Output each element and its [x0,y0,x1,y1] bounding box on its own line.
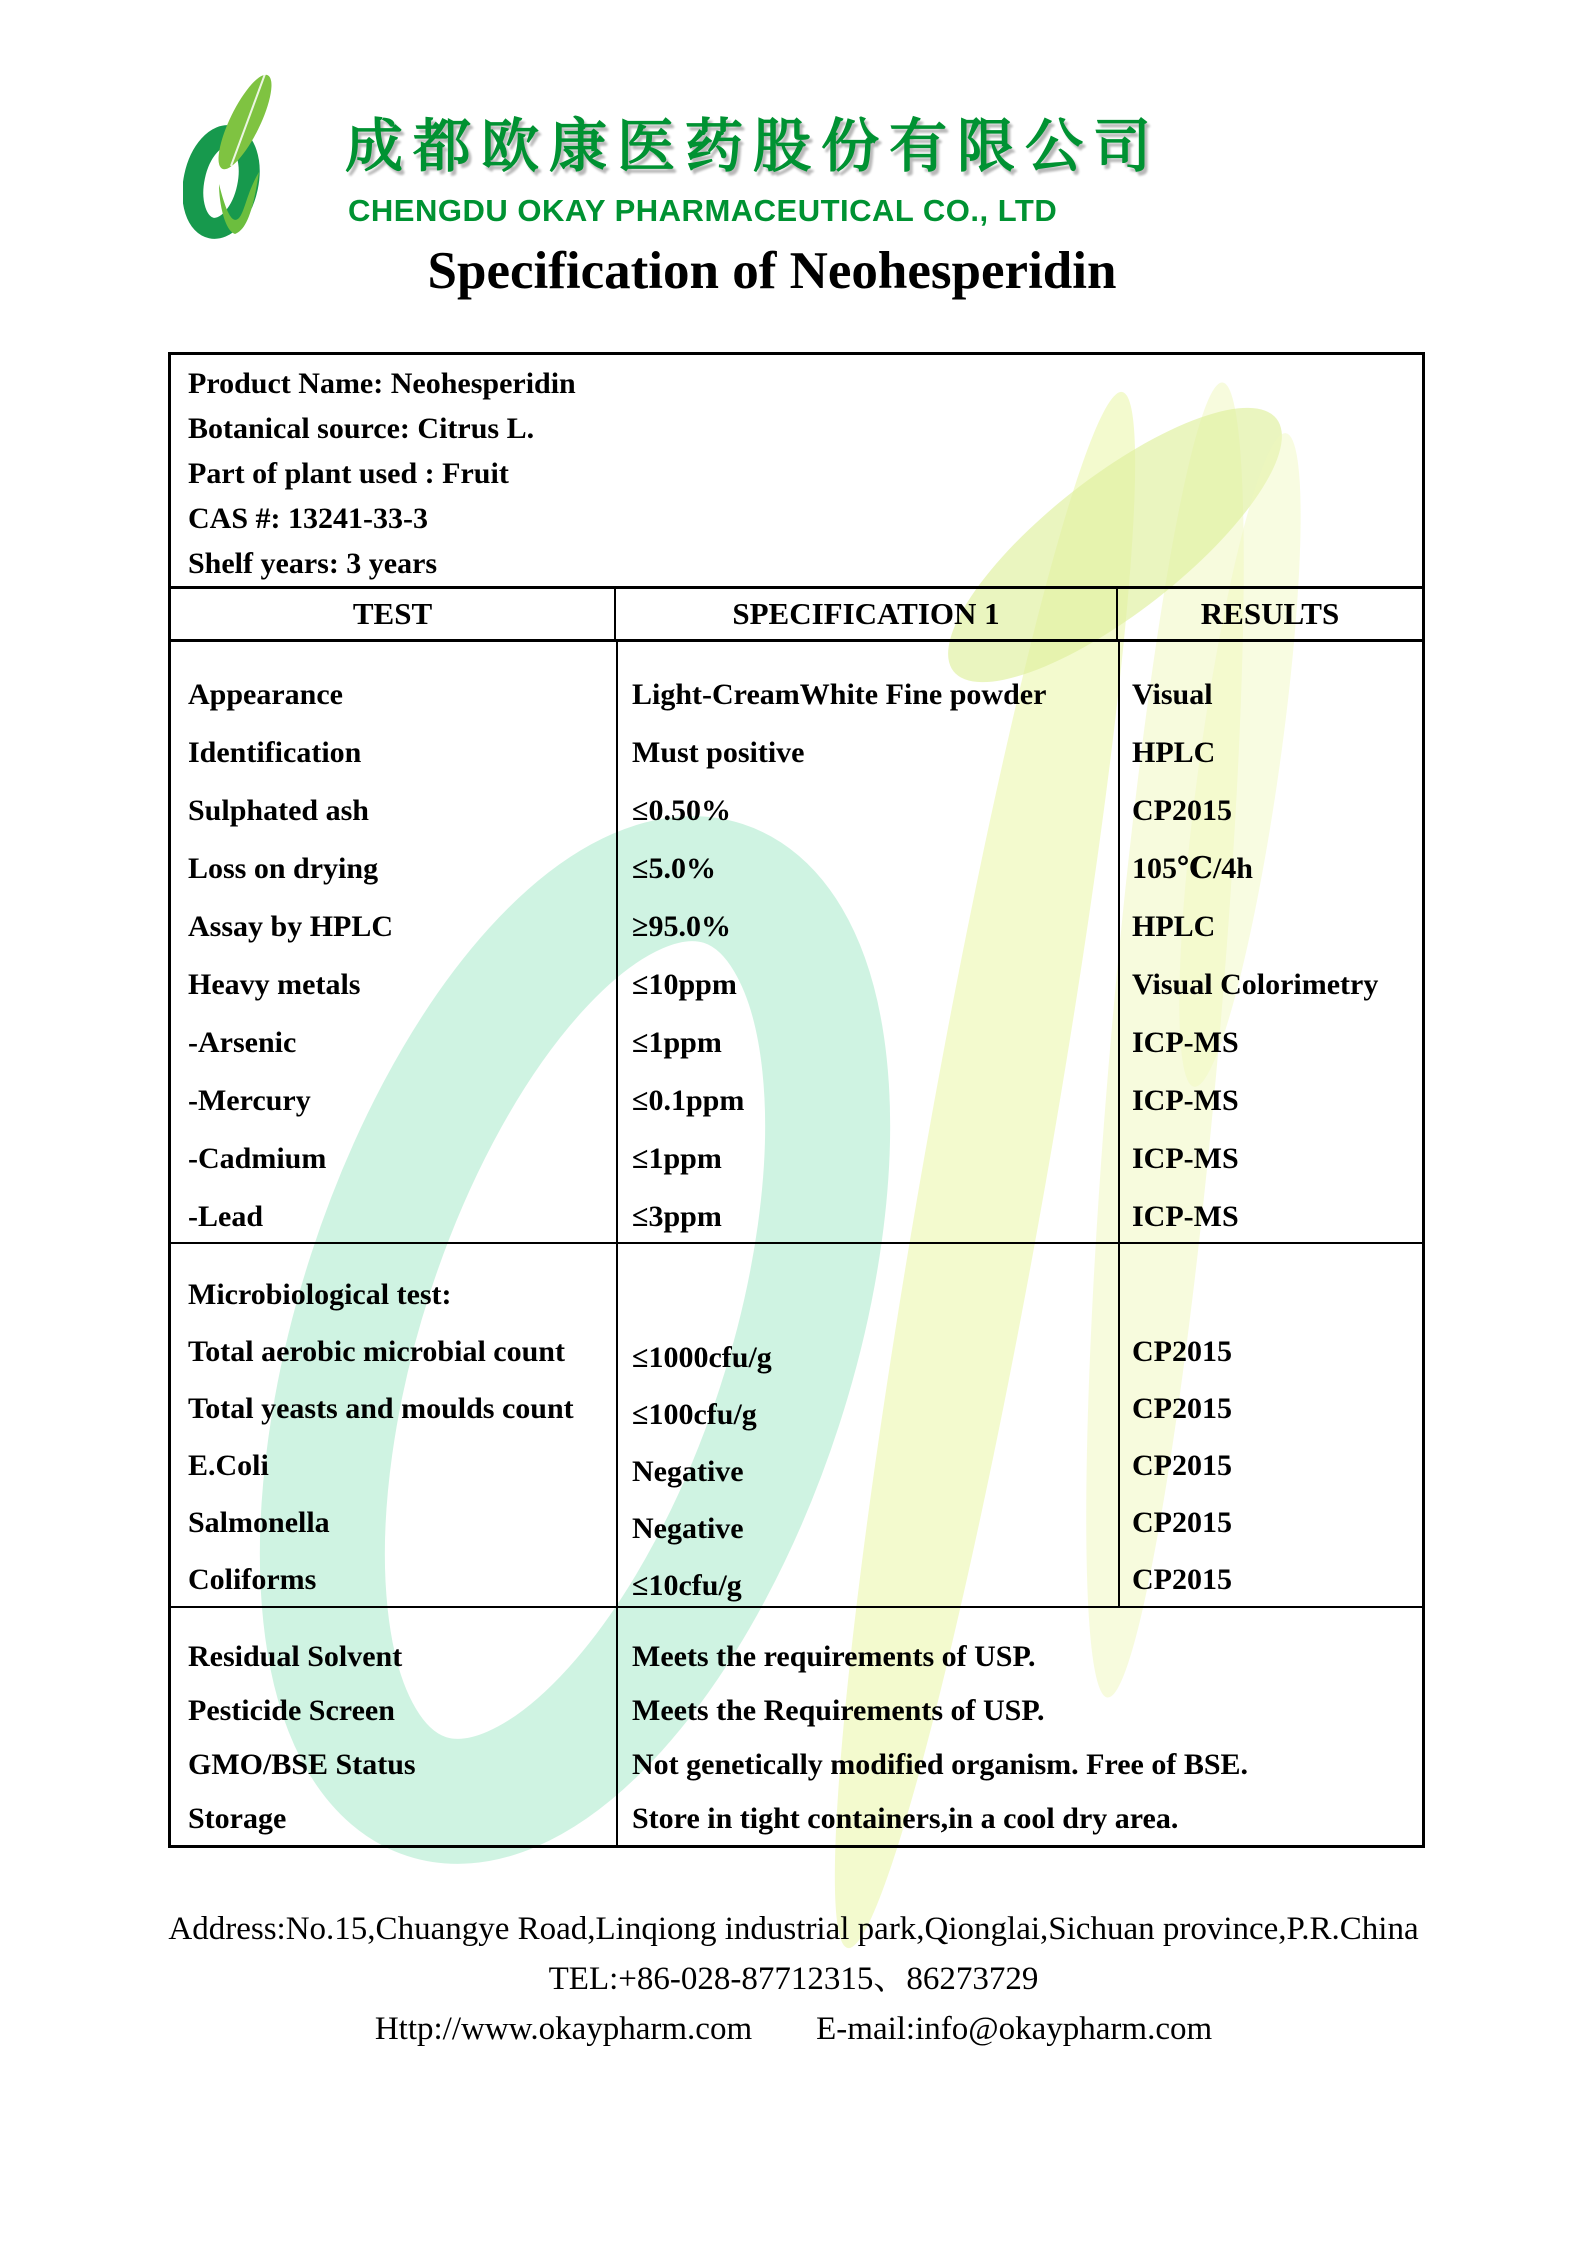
shelf-years-line: Shelf years: 3 years [188,547,438,580]
product-name-line: Product Name: Neohesperidin [188,367,576,400]
test-cell: E.Coli [188,1449,269,1482]
spec-cell: ≤100cfu/g [632,1398,757,1431]
company-logo-icon [183,64,308,249]
column-header-specification: SPECIFICATION 1 [616,589,1118,639]
table-row [171,1437,1422,1494]
spec-cell: Meets the Requirements of USP. [632,1694,1045,1727]
spec-cell: Negative [632,1455,744,1488]
test-cell: Sulphated ash [188,794,369,827]
result-cell: HPLC [1132,736,1216,769]
spec-cell: ≤0.1ppm [632,1084,745,1117]
product-info-block [171,355,1422,586]
table-row [171,1494,1422,1551]
spec-cell: ≤1000cfu/g [632,1341,772,1374]
spec-cell: ≤10ppm [632,968,737,1001]
table-row [171,1792,1422,1846]
result-cell: Visual [1132,678,1213,711]
botanical-source-line: Botanical source: Citrus L. [188,412,535,445]
result-cell: CP2015 [1132,1335,1232,1368]
table-row [171,1551,1422,1608]
table-row [171,666,1422,724]
test-cell: Identification [188,736,362,769]
result-cell [1118,1266,1422,1323]
test-cell: Appearance [188,678,343,711]
table-row [171,1188,1422,1246]
company-name-english: CHENGDU OKAY PHARMACEUTICAL CO., LTD [348,193,1058,228]
test-cell: -Arsenic [188,1026,297,1059]
result-cell: CP2015 [1132,1392,1232,1425]
test-cell: -Cadmium [188,1142,327,1175]
table-row [171,1014,1422,1072]
spec-cell: ≤0.50% [632,794,731,827]
result-cell: CP2015 [1132,794,1232,827]
test-cell: Heavy metals [188,968,361,1001]
table-row [171,724,1422,782]
table-row [171,1630,1422,1684]
spec-cell: ≤10cfu/g [632,1569,742,1602]
spec-cell: ≥95.0% [632,910,731,943]
test-cell: -Mercury [188,1084,311,1117]
table-row [171,840,1422,898]
result-cell: ICP-MS [1132,1142,1239,1175]
test-cell: Total yeasts and moulds count [188,1392,574,1425]
footer-telephone: TEL:+86-028-87712315、86273729 [548,1961,1039,1997]
table-row [171,1072,1422,1130]
table-row [171,1738,1422,1792]
test-cell: Pesticide Screen [188,1694,395,1727]
table-row [171,1684,1422,1738]
test-cell: Salmonella [188,1506,330,1539]
result-cell: ICP-MS [1132,1200,1239,1233]
table-row [171,898,1422,956]
specification-table [168,352,1425,1848]
spec-cell: ≤3ppm [632,1200,722,1233]
test-cell: Microbiological test: [188,1278,452,1311]
spec-cell: Meets the requirements of USP. [632,1640,1036,1673]
table-row [171,1323,1422,1380]
table-section-physicochemical [171,642,1422,1244]
company-name-chinese: 成都欧康医药股份有限公司 [345,112,1162,180]
test-cell: Loss on drying [188,852,379,885]
footer-web-email [80,2008,1507,2050]
table-row [171,1130,1422,1188]
spec-cell: ≤1ppm [632,1142,722,1175]
test-cell: GMO/BSE Status [188,1748,416,1781]
table-row [171,1266,1422,1323]
spec-cell: Not genetically modified organism. Free of BSE. [632,1748,1249,1781]
result-cell: 105℃/4h [1132,852,1253,885]
spec-cell: ≤1ppm [632,1026,722,1059]
plant-part-line: Part of plant used : Fruit [188,457,509,490]
column-header-results: RESULTS [1200,596,1340,631]
table-row [171,782,1422,840]
table-section-microbiological [171,1244,1422,1608]
table-header-row [171,586,1422,642]
test-cell: Coliforms [188,1563,317,1596]
table-row [171,1380,1422,1437]
page-title: Specification of Neohesperidin [427,242,1117,300]
test-cell: Total aerobic microbial count [188,1335,565,1368]
footer-website: Http://www.okaypharm.com [374,2011,753,2047]
result-cell: CP2015 [1132,1506,1232,1539]
cas-number-line: CAS #: 13241-33-3 [188,502,428,535]
test-cell: Residual Solvent [188,1640,403,1673]
test-cell: -Lead [188,1200,263,1233]
result-cell: CP2015 [1132,1449,1232,1482]
result-cell: CP2015 [1132,1563,1232,1596]
result-cell: Visual Colorimetry [1132,968,1379,1001]
result-cell: ICP-MS [1132,1084,1239,1117]
column-header-test: TEST [171,589,616,639]
result-cell: HPLC [1132,910,1216,943]
footer-address: Address:No.15,Chuangye Road,Linqiong industrial park,Qionglai,Sichuan province,P.R.China [168,1911,1419,1947]
spec-cell: Store in tight containers,in a cool dry area. [632,1802,1179,1835]
spec-cell: ≤5.0% [632,852,716,885]
spec-cell: Negative [632,1512,744,1545]
spec-cell: Must positive [632,736,805,769]
test-cell: Storage [188,1802,287,1835]
footer-email: E-mail:info@okaypharm.com [816,2011,1213,2047]
table-section-general [171,1608,1422,1845]
table-row [171,956,1422,1014]
result-cell: ICP-MS [1132,1026,1239,1059]
spec-cell: Light-CreamWhite Fine powder [632,678,1047,711]
test-cell: Assay by HPLC [188,910,394,943]
